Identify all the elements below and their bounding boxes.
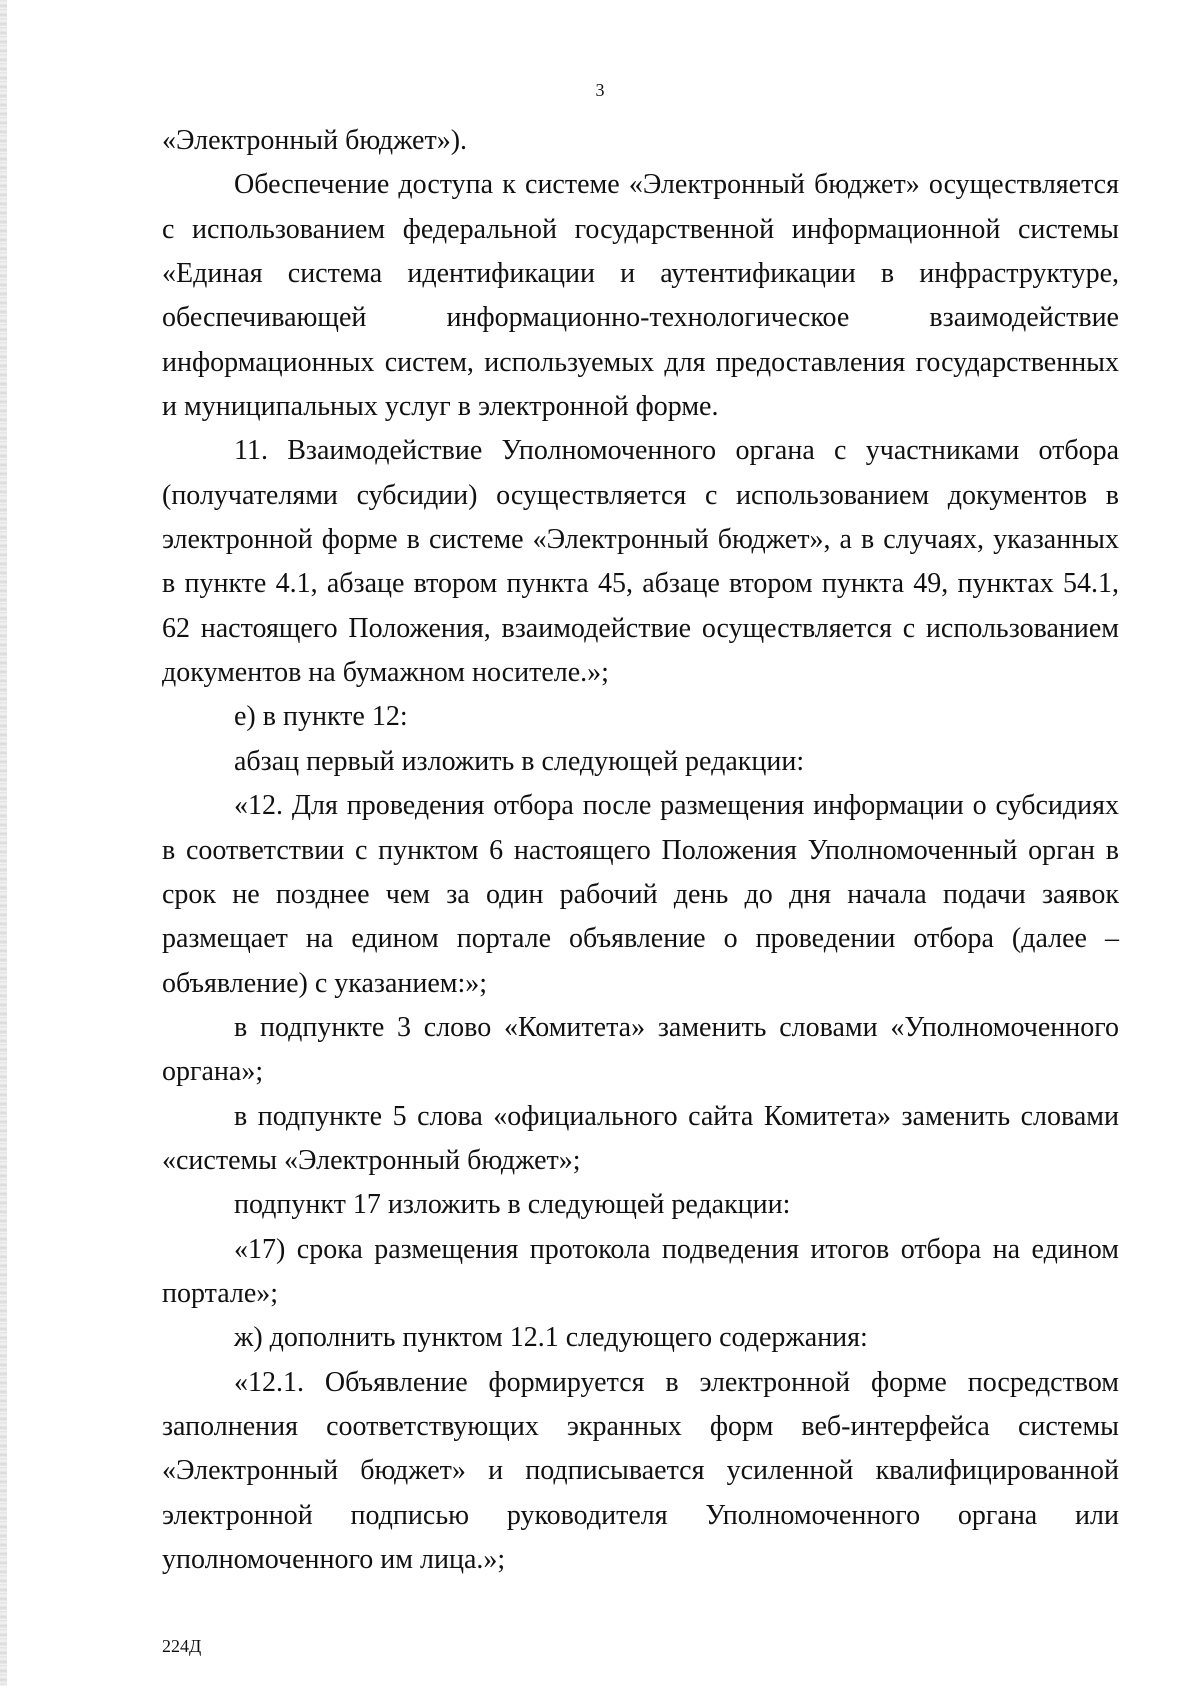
paragraph: подпункт 17 изложить в следующей редакции: (234, 1189, 791, 1221)
paragraph: «17) срока размещения протокола подведения итогов отбора на едином портале»; (162, 1233, 1119, 1309)
document-code: 224Д (162, 1636, 202, 1656)
paragraph: в подпункте 5 слова «официального сайта Комитета» заменить словами «системы «Электронный бюджет»; (162, 1100, 1119, 1176)
paragraph: «12.1. Объявление формируется в электронной форме посредством заполнения соответствующих экранных форм веб-интерфейса системы «Электронный бюджет» и подписывается усиленной квалифицированной электронной подписью руководителя Уполномоченного органа или уполномоченного им лица.»; (162, 1366, 1119, 1575)
document-body (162, 119, 1119, 1582)
paragraph: «12. Для проведения отбора после размещения информации о субсидиях в соответствии с пунктом 6 настоящего Положения Уполномоченный орган в срок не позднее чем за один рабочий день до дня начала подачи заявок размещает на едином портале объявление о проведении отбора (далее – объявление) с указанием:»; (162, 790, 1119, 999)
page-number: 3 (595, 80, 605, 100)
paragraph: «Электронный бюджет»). (162, 125, 468, 156)
paragraph: абзац первый изложить в следующей редакции: (234, 745, 805, 777)
paragraph: в подпункте 3 слово «Комитета» заменить словами «Уполномоченного органа»; (162, 1011, 1119, 1088)
paragraph: ж) дополнить пунктом 12.1 следующего содержания: (234, 1322, 868, 1354)
paragraph: 11. Взаимодействие Уполномоченного органа с участниками отбора (получателями субсидии) осуществляется с использованием документов в электронной форме в системе «Электронный бюджет», а в случаях, указанных в пункте 4.1, абзаце втором пункта 45, абзаце втором пункта 49, пунктах 54.1, 62 настоящего Положения, взаимодействие осуществляется с использованием документов на бумажном носителе.»; (162, 435, 1119, 689)
paragraph: Обеспечение доступа к системе «Электронный бюджет» осуществляется с использованием федеральной государственной информационной системы «Единая система идентификации и аутентификации в инфраструктуре, обеспечивающей информационно-технологическое взаимодействие информационных систем, используемых для предоставления государственных и муниципальных услуг в электронной форме. (162, 169, 1119, 423)
paragraph: е) в пункте 12: (234, 701, 408, 733)
scan-edge-artifact (0, 0, 7, 1686)
